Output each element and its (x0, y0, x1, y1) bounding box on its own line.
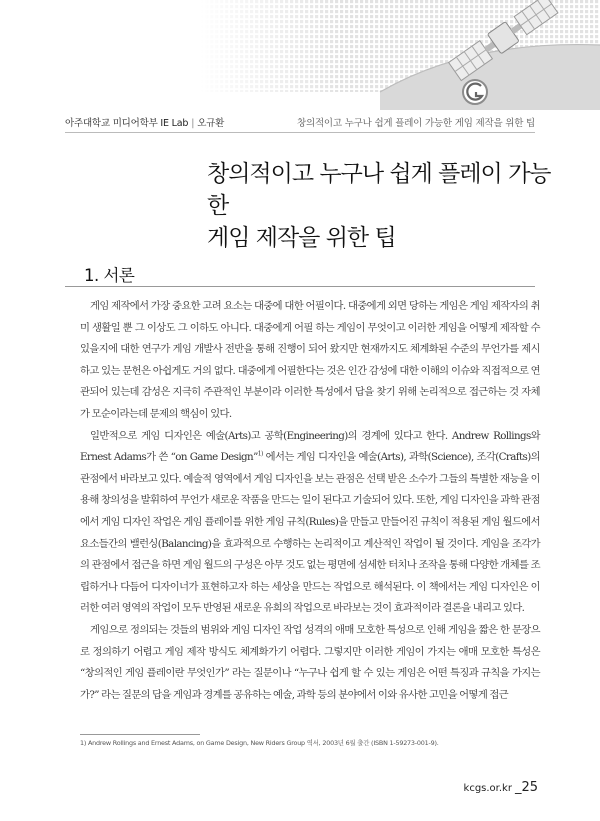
footnote-marker: 1) (257, 450, 263, 458)
header-divider (65, 132, 535, 133)
footer-site: kcgs.or.kr (463, 783, 512, 794)
paragraph-2 (80, 426, 540, 620)
footnote: 1) Andrew Rollings and Ernest Adams, on Game Design, New Riders Group 역서, 2003년 6월 출간 (ISBN 1-59273-001-9). (80, 739, 439, 747)
footnote-divider (80, 734, 200, 735)
header-org: 아주대학교 미디어학부 IE Lab (65, 118, 189, 129)
section-heading: 1. 서론 (84, 266, 135, 285)
page-title-line-2: 게임 제작을 위한 팁 (207, 225, 396, 251)
paragraph-1: 게임 제작에서 가장 중요한 고려 요소는 대중에 대한 어필이다. 대중에게 외면 당하는 게임은 게임 제작자의 취미 생활일 뿐 그 이상도 그 이하도 아니다. 대중에게 어필 하는 게임이 무엇이고 이러한 게임을 어떻게 제작할 수 있을지에 대한 연구가 게임 개발사 전반을 통해 진행이 되어 왔지만 현재까지도 체계화된 수준의 무언가를 제시하고 있는 문헌은 아쉽게도 거의 없다. 대중에게 어필한다는 것은 인간 감성에 대한 이해의 이슈와 직접적으로 연관되어 있는데 감성은 지극히 주관적인 부분이라 이러한 특성에서 답을 찾기 위해 논리적으로 접근하는 것 자체가 모순이라는데 문제의 핵심이 있다. (80, 300, 540, 420)
header-running-title: 창의적이고 누구나 쉽게 플레이 가능한 게임 제작을 위한 팁 (296, 118, 535, 129)
header-decoration (0, 0, 600, 110)
header-left: 아주대학교 미디어학부 IE Lab | 오규환 (65, 118, 225, 129)
page-number: _25 (514, 780, 538, 795)
header-author: 오규환 (197, 118, 225, 129)
page-title (207, 158, 567, 254)
paragraph-2-part-1: 일반적으로 게임 디자인은 예술(Arts)고 공학(Engineering)의 경계에 있다고 한다. Andrew Rollings와 Ernest Adams가 쓴 “on Game Design” (80, 429, 540, 464)
page-footer (464, 776, 538, 795)
section-divider (65, 286, 535, 287)
paragraph-2-part-2: 에서는 게임 디자인을 예술(Arts), 과학(Science), 조각(Crafts)의 관점에서 바라보고 있다. 예술적 영역에서 게임 디자인을 보는 관점은 선택 받은 소수가 그들의 특별한 재능을 이용해 창의성을 발휘하여 무언가 새로운 작품을 만드는 일이 된다고 기술되어 있다. 또한, 게임 디자인을 과학 관점에서 게임 디자인 작업은 게임 플레이를 위한 게임 규칙(Rules)을 만들고 만들어진 규칙이 적용된 게임 월드에서 요소들간의 밸런싱(Balancing)을 효과적으로 수행하는 논리적이고 계산적인 작업이 될 것이다. 게임을 조각가의 관점에서 접근을 하면 게임 월드의 구성은 아무 것도 없는 평면에 섬세한 터치나 조작을 통해 다양한 개체를 조립하거나 다듬어 디자이너가 표현하고자 하는 세상을 만드는 작업으로 해석된다. 이 책에서는 게임 디자인은 이러한 여러 영역의 작업이 모두 반영된 새로운 유희의 작업으로 바라보는 것이 효과적이라 결론을 내리고 있다. (80, 451, 540, 615)
logo-icon (463, 80, 487, 104)
page-title-line-1: 창의적이고 누구나 쉽게 플레이 가능한 (207, 161, 551, 219)
article-body (80, 296, 540, 706)
paragraph-3: 게임으로 정의되는 것들의 범위와 게임 디자인 작업 성격의 애매 모호한 특성으로 인해 게임을 짧은 한 문장으로 정의하기 어렵고 게임 제작 방식도 체계화가기 어렵다. 그렇지만 이러한 게임이 가지는 애매 모호한 특성은 “창의적인 게임 플레이란 무엇인가” 라는 질문이나 “누구나 쉽게 할 수 있는 게임은 어떤 특징과 규칙을 가지는가?” 라는 질문의 답을 게임과 경계를 공유하는 예술, 과학 등의 분야에서 이와 유사한 고민을 어떻게 접근 (80, 623, 540, 701)
